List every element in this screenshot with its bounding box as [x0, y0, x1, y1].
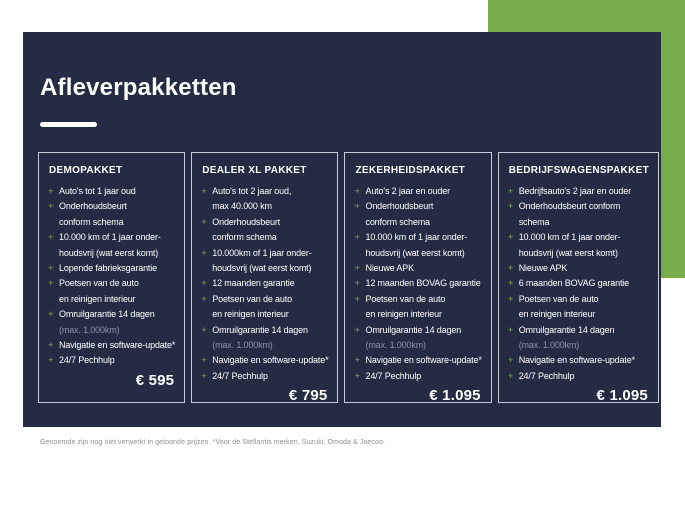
package-feature — [201, 353, 328, 368]
package-feature-continuation — [48, 292, 175, 307]
package-feature — [201, 369, 328, 384]
feature-text: en reinigen interieur — [365, 309, 442, 320]
package-feature — [354, 353, 481, 368]
package-feature — [201, 292, 328, 307]
feature-text: Poetsen van de auto — [518, 293, 599, 304]
package-feature — [48, 199, 175, 214]
plus-bullet-icon: + — [354, 355, 360, 367]
feature-text: conform schema — [59, 216, 124, 227]
feature-text: 24/7 Pechhulp — [365, 370, 422, 381]
package-feature — [48, 261, 175, 276]
plus-bullet-icon: + — [354, 278, 360, 290]
package-feature — [354, 369, 481, 384]
package-feature-list — [354, 184, 481, 384]
package-feature-continuation — [48, 246, 175, 261]
feature-text: Poetsen van de auto — [212, 293, 292, 304]
package-feature-continuation — [354, 307, 481, 322]
feature-text: Poetsen van de auto — [59, 278, 139, 289]
feature-text: 24/7 Pechhulp — [59, 355, 115, 366]
package-feature-continuation — [48, 323, 175, 338]
feature-text: Onderhoudsbeurt — [365, 201, 434, 212]
package-feature — [508, 369, 649, 384]
feature-text: houdsvrij (wat eerst komt) — [59, 247, 159, 258]
plus-bullet-icon: + — [354, 232, 360, 244]
feature-text: (max. 1.000km) — [365, 340, 426, 351]
plus-bullet-icon: + — [201, 186, 207, 197]
plus-bullet-icon: + — [48, 340, 54, 352]
plus-bullet-icon: + — [201, 370, 207, 382]
feature-text: houdsvrij (wat eerst komt) — [365, 247, 465, 258]
package-feature — [354, 276, 481, 291]
package-card — [498, 152, 659, 403]
package-feature — [508, 261, 649, 276]
plus-bullet-icon: + — [48, 309, 54, 321]
package-feature — [48, 307, 175, 322]
package-feature-continuation — [201, 338, 328, 353]
package-feature — [508, 276, 649, 291]
package-feature-continuation — [354, 338, 481, 353]
package-feature — [354, 230, 481, 245]
feature-text: Nieuwe APK — [518, 263, 568, 274]
package-price: € 795 — [288, 387, 328, 405]
feature-text: 6 maanden BOVAG garantie — [518, 278, 630, 289]
plus-bullet-icon: + — [354, 263, 360, 275]
package-feature-continuation — [354, 215, 481, 230]
package-feature-continuation — [201, 230, 328, 245]
plus-bullet-icon: + — [201, 216, 207, 228]
plus-bullet-icon: + — [201, 355, 207, 367]
plus-bullet-icon: + — [507, 263, 514, 275]
package-feature-continuation — [48, 215, 175, 230]
content-panel — [23, 32, 661, 427]
package-card-title: BEDRIJFSWAGENSPAKKET — [508, 165, 649, 176]
plus-bullet-icon: + — [354, 186, 360, 197]
package-feature — [201, 323, 328, 338]
plus-bullet-icon: + — [354, 370, 360, 382]
feature-text: 10.000 km of 1 jaar onder- — [365, 232, 468, 243]
package-feature-list — [48, 184, 175, 369]
title-underline — [40, 122, 97, 127]
feature-text: Nieuwe APK — [365, 263, 414, 274]
package-feature — [48, 230, 175, 245]
package-feature — [48, 184, 175, 199]
feature-text: 10.000km of 1 jaar onder- — [212, 247, 312, 258]
feature-text: houdsvrij (wat eerst komt) — [518, 247, 618, 258]
feature-text: conform schema — [365, 216, 430, 227]
package-feature — [354, 292, 481, 307]
plus-bullet-icon: + — [48, 355, 54, 367]
package-feature — [354, 323, 481, 338]
feature-text: Auto's tot 1 jaar oud — [59, 186, 136, 196]
plus-bullet-icon: + — [507, 232, 514, 244]
feature-text: Lopende fabrieksgarantie — [59, 263, 157, 274]
package-feature-continuation — [508, 246, 649, 261]
package-feature-continuation — [201, 199, 328, 214]
plus-bullet-icon: + — [354, 324, 360, 336]
feature-text: Poetsen van de auto — [365, 293, 446, 304]
feature-text: Auto's 2 jaar en ouder — [365, 186, 450, 196]
plus-bullet-icon: + — [48, 186, 54, 197]
package-price: € 1.095 — [429, 387, 481, 405]
package-feature — [48, 353, 175, 368]
feature-text: Navigatie en software-update* — [365, 355, 482, 366]
feature-text: Onderhoudsbeurt conform — [518, 201, 621, 212]
feature-text: Bedrijfsauto's 2 jaar en ouder — [518, 186, 631, 196]
package-feature-list — [508, 184, 649, 384]
package-price: € 1.095 — [596, 387, 648, 405]
feature-text: schema — [518, 216, 550, 227]
feature-text: 12 maanden garantie — [212, 278, 295, 289]
feature-text: houdsvrij (wat eerst komt) — [212, 263, 312, 274]
package-feature-continuation — [354, 246, 481, 261]
package-card — [191, 152, 338, 403]
plus-bullet-icon: + — [48, 263, 54, 275]
package-feature — [201, 215, 328, 230]
feature-text: Navigatie en software-update* — [212, 355, 329, 366]
package-feature — [201, 184, 328, 199]
feature-text: Omruilgarantie 14 dagen — [518, 324, 615, 335]
plus-bullet-icon: + — [201, 278, 207, 290]
package-feature — [508, 292, 649, 307]
footnote: Genoemde zijn nog niet verwerkt in getoonde prijzen. *Voor de Stellantis merken, Suzuki, Omoda & Jaecoo. — [40, 439, 386, 446]
package-cards — [38, 152, 648, 403]
package-feature — [354, 261, 481, 276]
feature-text: 12 maanden BOVAG garantie — [365, 278, 481, 289]
feature-text: 24/7 Pechhulp — [518, 370, 575, 381]
feature-text: 10.000 km of 1 jaar onder- — [59, 232, 161, 243]
page-title: Afleverpakketten — [40, 74, 237, 101]
feature-text: Auto's tot 2 jaar oud, — [212, 186, 292, 196]
package-feature — [508, 353, 649, 368]
package-feature — [201, 276, 328, 291]
package-feature-continuation — [201, 307, 328, 322]
plus-bullet-icon: + — [354, 293, 360, 305]
package-feature — [354, 199, 481, 214]
plus-bullet-icon: + — [507, 355, 514, 367]
package-feature — [354, 184, 481, 199]
feature-text: max 40.000 km — [212, 201, 272, 212]
package-card-title: DEALER XL PAKKET — [202, 165, 307, 176]
package-feature — [508, 199, 649, 214]
feature-text: (max. 1.000km) — [59, 324, 120, 335]
plus-bullet-icon: + — [507, 293, 514, 305]
plus-bullet-icon: + — [507, 370, 514, 382]
feature-text: Onderhoudsbeurt — [212, 216, 281, 227]
package-feature-continuation — [201, 261, 328, 276]
package-feature — [508, 323, 649, 338]
plus-bullet-icon: + — [48, 278, 54, 290]
plus-bullet-icon: + — [201, 324, 207, 336]
package-feature-continuation — [508, 215, 649, 230]
package-feature — [508, 184, 649, 199]
feature-text: Onderhoudsbeurt — [59, 201, 127, 212]
package-feature-continuation — [508, 338, 649, 353]
feature-text: Navigatie en software-update* — [59, 340, 176, 351]
package-card-title: ZEKERHEIDSPAKKET — [355, 165, 466, 176]
feature-text: en reinigen interieur — [59, 293, 136, 304]
plus-bullet-icon: + — [48, 232, 54, 244]
package-card — [38, 152, 185, 403]
feature-text: 24/7 Pechhulp — [212, 370, 268, 381]
package-feature-continuation — [508, 307, 649, 322]
package-card-title: DEMOPAKKET — [49, 165, 123, 176]
package-feature-list — [201, 184, 328, 384]
package-feature — [508, 230, 649, 245]
package-card — [344, 152, 491, 403]
plus-bullet-icon: + — [354, 201, 360, 213]
feature-text: 10.000 km of 1 jaar onder- — [518, 232, 621, 243]
feature-text: Omruilgarantie 14 dagen — [59, 309, 155, 320]
plus-bullet-icon: + — [48, 201, 54, 213]
plus-bullet-icon: + — [507, 186, 514, 197]
feature-text: en reinigen interieur — [518, 309, 596, 320]
plus-bullet-icon: + — [507, 201, 514, 213]
plus-bullet-icon: + — [201, 247, 207, 259]
plus-bullet-icon: + — [507, 324, 514, 336]
feature-text: Navigatie en software-update* — [518, 355, 635, 366]
package-feature — [201, 246, 328, 261]
package-feature — [48, 276, 175, 291]
package-feature — [48, 338, 175, 353]
feature-text: (max. 1.000km) — [212, 340, 273, 351]
plus-bullet-icon: + — [201, 293, 207, 305]
feature-text: conform schema — [212, 232, 277, 243]
feature-text: Omruilgarantie 14 dagen — [365, 324, 462, 335]
plus-bullet-icon: + — [507, 278, 514, 290]
feature-text: en reinigen interieur — [212, 309, 289, 320]
feature-text: Omruilgarantie 14 dagen — [212, 324, 308, 335]
package-price: € 595 — [135, 371, 175, 389]
feature-text: (max. 1.000km) — [518, 340, 580, 351]
